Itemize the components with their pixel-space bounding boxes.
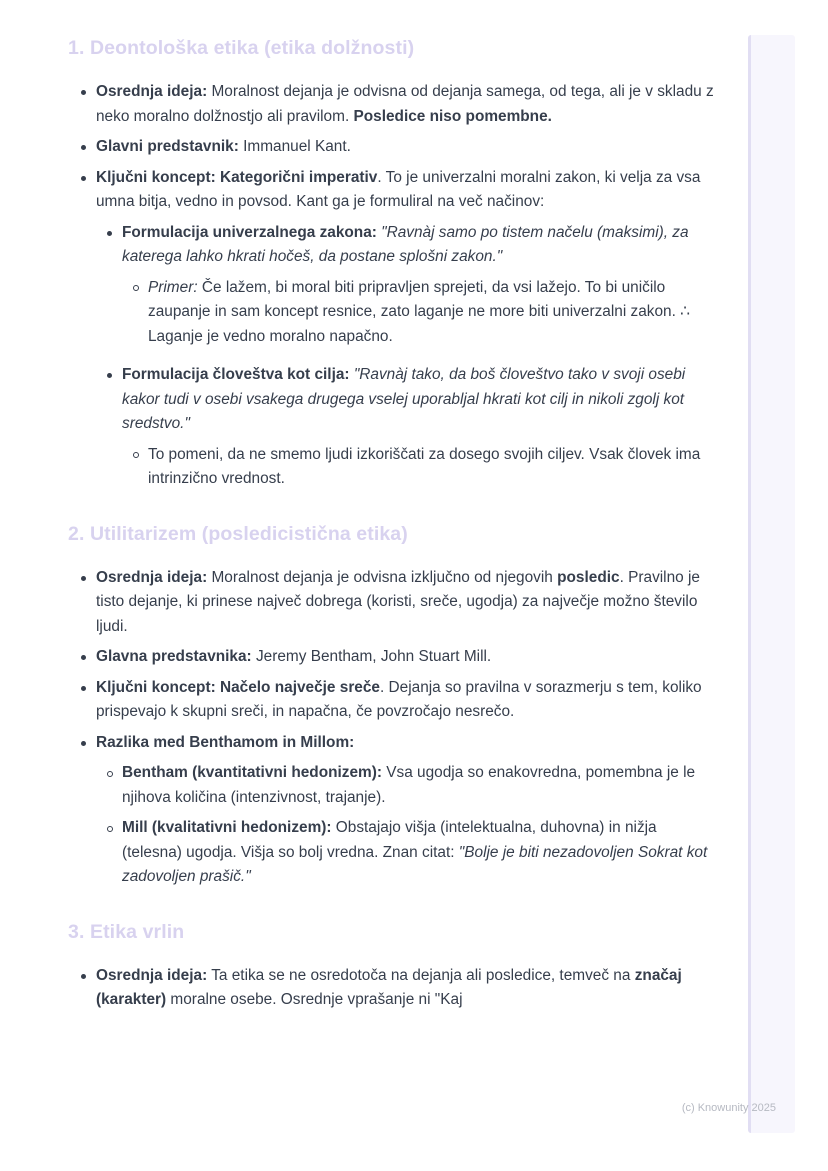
text-segment: "Bolje je biti nezadovoljen Sokrat kot zadovoljen prašič." xyxy=(122,843,708,885)
text-segment: Osrednja ideja: xyxy=(96,966,208,984)
text-segment: Obstajajo višja (intelektualna, duhovna) in nižja (telesna) ugodja. Višja so bolj vredna. Znan citat: xyxy=(122,819,657,861)
text-segment: Mill (kvalitativni hedonizem): xyxy=(122,819,332,836)
bullet-list xyxy=(68,964,720,1013)
item-text xyxy=(96,169,700,211)
text-segment: Če lažem, bi moral biti pripravljen sprejeti, da vsi lažejo. To bi uničilo zaupanje in sam koncept resnice, zato laganje ne more biti univerzalni zakon. ∴ Laganje je vedno moralno napačno. xyxy=(148,278,690,345)
list-item xyxy=(68,276,720,350)
text-segment: . To je univerzalni moralni zakon, ki velja za vsa umna bitja, vedno in povsod. Kant ga je formuliral na več načinov: xyxy=(96,168,701,210)
text-segment: Osrednja ideja: xyxy=(96,568,208,586)
list-item xyxy=(68,363,720,437)
text-segment: značaj (karakter) xyxy=(96,966,682,1008)
list-item xyxy=(68,166,720,215)
item-text xyxy=(148,446,700,488)
list-item xyxy=(68,443,720,492)
item-text xyxy=(96,83,714,125)
list-item xyxy=(68,731,720,756)
text-segment: Moralnost dejanja je odvisna izključno od njegovih xyxy=(207,568,558,586)
text-segment: Jeremy Bentham, John Stuart Mill. xyxy=(251,648,492,665)
item-text xyxy=(96,679,702,721)
disc-bullet-icon xyxy=(81,741,86,746)
watermark: (c) Knowunity 2025 xyxy=(681,1102,776,1114)
bullet-list xyxy=(68,566,720,890)
disc-bullet-icon xyxy=(107,373,112,378)
bullet-list xyxy=(68,80,720,492)
list-item xyxy=(68,566,720,640)
document-content xyxy=(68,36,720,1019)
list-item xyxy=(68,221,720,270)
item-text xyxy=(122,366,685,432)
text-segment: Ta etika se ne osredotoča na dejanja ali posledice, temveč na xyxy=(207,966,635,984)
item-text xyxy=(96,138,351,155)
circle-bullet-icon xyxy=(107,771,113,777)
circle-bullet-icon xyxy=(133,285,139,291)
text-segment: Glavna predstavnika: xyxy=(96,648,252,665)
text-segment: Glavni predstavnik: xyxy=(96,138,239,155)
item-text xyxy=(96,967,682,1009)
text-segment: Primer: xyxy=(148,278,198,296)
disc-bullet-icon xyxy=(81,576,86,581)
item-text xyxy=(122,224,689,266)
text-segment: Immanuel Kant. xyxy=(238,138,351,155)
list-item xyxy=(68,761,720,810)
text-segment: . Pravilno je tisto dejanje, ki prinese največ dobrega (koristi, sreče, ugodja) za največje možno število ljudi. xyxy=(96,568,700,635)
item-text xyxy=(96,648,491,665)
item-text xyxy=(122,764,695,806)
list-item xyxy=(68,676,720,725)
list-item xyxy=(68,816,720,890)
list-item xyxy=(68,645,720,670)
item-text xyxy=(96,569,700,635)
section-heading: 1. Deontološka etika (etika dolžnosti) xyxy=(68,37,415,59)
item-text xyxy=(122,819,707,885)
text-segment: To pomeni, da ne smemo ljudi izkoriščati za dosego svojih ciljev. Vsak človek ima intrinzično vrednost. xyxy=(148,445,701,487)
circle-bullet-icon xyxy=(133,452,139,458)
page-edge-strip xyxy=(748,35,795,1133)
disc-bullet-icon xyxy=(107,231,112,236)
disc-bullet-icon xyxy=(81,145,86,150)
text-segment: Osrednja ideja: xyxy=(96,83,208,100)
text-segment: "Ravnàj samo po tistem načelu (maksimi), za katerega lahko hkrati hočeš, da postane splošni zakon." xyxy=(122,223,689,265)
text-segment: moralne osebe. Osrednje vprašanje ni "Kaj xyxy=(166,991,463,1008)
text-segment: Moralnost dejanja je odvisna od dejanja samega, od tega, ali je v skladu z neko moralno dolžnostjo ali pravilom. xyxy=(96,83,714,125)
disc-bullet-icon xyxy=(81,176,86,181)
list-item xyxy=(68,964,720,1013)
disc-bullet-icon xyxy=(81,974,86,979)
text-segment: Formulacija univerzalnega zakona: xyxy=(122,223,382,241)
disc-bullet-icon xyxy=(81,90,86,95)
text-segment: Razlika med Benthamom in Millom: xyxy=(96,733,355,751)
item-text xyxy=(148,279,690,345)
disc-bullet-icon xyxy=(81,655,86,660)
section-heading: 3. Etika vrlin xyxy=(68,920,185,943)
text-segment: posledic xyxy=(557,568,620,586)
section-heading: 2. Utilitarizem (posledicistična etika) xyxy=(68,522,408,545)
text-segment: Formulacija človeštva kot cilja: xyxy=(122,366,354,383)
item-text xyxy=(96,734,354,751)
text-segment: Ključni koncept: Kategorični imperativ xyxy=(96,168,378,186)
text-segment: "Ravnàj tako, da boš človeštvo tako v svoji osebi kakor tudi v osebi vsakega drugega vselej uporabljal hkrati kot cilj in nikoli zgolj kot sredstvo." xyxy=(122,366,686,432)
disc-bullet-icon xyxy=(81,686,86,691)
text-segment: Ključni koncept: Načelo največje sreče xyxy=(96,678,380,696)
circle-bullet-icon xyxy=(107,826,113,832)
list-item xyxy=(68,135,720,160)
text-segment: Bentham (kvantitativni hedonizem): xyxy=(122,764,382,781)
text-segment: . Dejanja so pravilna v sorazmerju s tem, koliko prispevajo k skupni sreči, in napačna, če povzročajo nesrečo. xyxy=(96,678,702,720)
text-segment: Posledice niso pomembne. xyxy=(353,107,552,125)
text-segment: Vsa ugodja so enakovredna, pomembna je le njihova količina (intenzivnost, trajanje). xyxy=(122,764,696,806)
list-item xyxy=(68,80,720,129)
